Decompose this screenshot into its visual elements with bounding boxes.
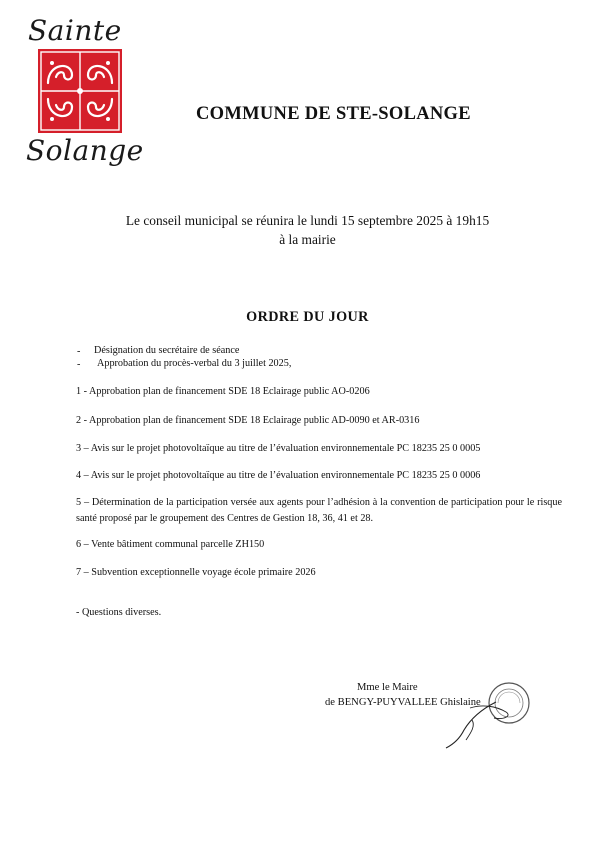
logo-ornament-tile (38, 49, 122, 133)
preliminary-item: Approbation du procès-verbal du 3 juillet 2025, (97, 358, 292, 369)
convocation-line-2: à la mairie (279, 232, 336, 247)
handwritten-signature (410, 690, 520, 750)
commune-logo (22, 14, 144, 170)
preliminary-item: Désignation du secrétaire de séance (94, 345, 240, 356)
agenda-title: ORDRE DU JOUR (246, 309, 369, 325)
logo-top-word: Sainte (28, 14, 122, 47)
agenda-item: 1 - Approbation plan de financement SDE 18 Eclairage public AO-0206 (76, 386, 370, 397)
signatory-title: Mme le Maire (357, 682, 418, 693)
agenda-item: 5 – Détermination de la participation versée aux agents pour l’adhésion à la convention de participation pour le risque santé proposé par le groupement des Centres de Gestion 18, 36, 41 et 28. (76, 497, 562, 524)
bullet-dash: - (77, 359, 81, 370)
signatory-name: de BENGY-PUYVALLEE Ghislaine (325, 697, 481, 708)
agenda-closing: - Questions diverses. (76, 607, 162, 618)
agenda-item: 4 – Avis sur le projet photovoltaïque au titre de l’évaluation environnementale PC 18235 25 0 0006 (76, 470, 481, 481)
bullet-dash: - (77, 346, 81, 357)
agenda-item: 7 – Subvention exceptionnelle voyage école primaire 2026 (76, 567, 316, 578)
convocation-line-1: Le conseil municipal se réunira le lundi 15 septembre 2025 à 19h15 (125, 213, 490, 228)
commune-title: COMMUNE DE STE-SOLANGE (196, 104, 471, 124)
agenda-item: 2 - Approbation plan de financement SDE 18 Eclairage public AD-0090 et AR-0316 (76, 415, 420, 426)
logo-bottom-word: Solange (26, 134, 144, 167)
agenda-item: 3 – Avis sur le projet photovoltaïque au titre de l’évaluation environnementale PC 18235 25 0 0005 (76, 443, 481, 454)
agenda-item: 6 – Vente bâtiment communal parcelle ZH150 (76, 539, 265, 550)
